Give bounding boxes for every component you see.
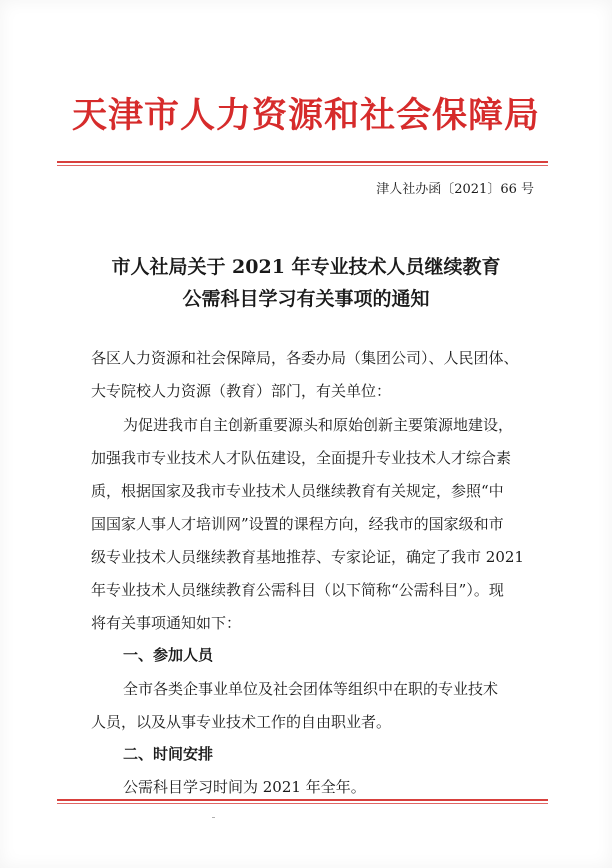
header-red-rule-thin	[57, 165, 548, 166]
section-2-heading: 二、时间安排	[123, 745, 214, 763]
paragraph-line: 将有关事项通知如下：	[91, 614, 242, 632]
document-title	[0, 251, 612, 315]
paragraph-line: 为促进我市自主创新重要源头和原始创新主要策源地建设，	[123, 416, 514, 434]
header-red-rule	[57, 161, 548, 163]
document-number: 津人社办函〔2021〕66 号	[376, 182, 534, 197]
paragraph-line: 加强我市专业技术人才队伍建设，全面提升专业技术人才综合素	[91, 449, 512, 467]
scan-mark	[212, 817, 215, 818]
section-1-text-line: 人员，以及从事专业技术工作的自由职业者。	[91, 713, 392, 731]
paragraph-line: 级专业技术人员继续教育基地推荐、专家论证，确定了我市 2021	[91, 548, 524, 566]
addressee-line-2: 大专院校人力资源（教育）部门，有关单位：	[91, 382, 392, 400]
paragraph-line: 年专业技术人员继续教育公需科目（以下简称“公需科目”）。现	[91, 581, 504, 599]
section-2-text: 公需科目学习时间为 2021 年全年。	[123, 778, 366, 796]
addressee-line-1: 各区人力资源和社会保障局，各委办局（集团公司）、人民团体、	[91, 349, 519, 367]
footer-red-rule-thin	[57, 803, 548, 804]
issuing-authority-header: 天津市人力资源和社会保障局	[71, 95, 540, 136]
paragraph-line: 质，根据国家及我市专业技术人员继续教育有关规定，参照“中	[91, 482, 504, 500]
section-1-text-line: 全市各类企事业单位及社会团体等组织中在职的专业技术	[123, 680, 499, 698]
section-1-heading: 一、参加人员	[123, 646, 214, 664]
document-title-line-1: 市人社局关于 2021 年专业技术人员继续教育	[111, 256, 501, 278]
footer-red-rule	[57, 799, 548, 801]
paragraph-line: 国国家人事人才培训网”设置的课程方向，经我市的国家级和市	[91, 515, 504, 533]
document-title-line-2: 公需科目学习有关事项的通知	[182, 288, 430, 310]
